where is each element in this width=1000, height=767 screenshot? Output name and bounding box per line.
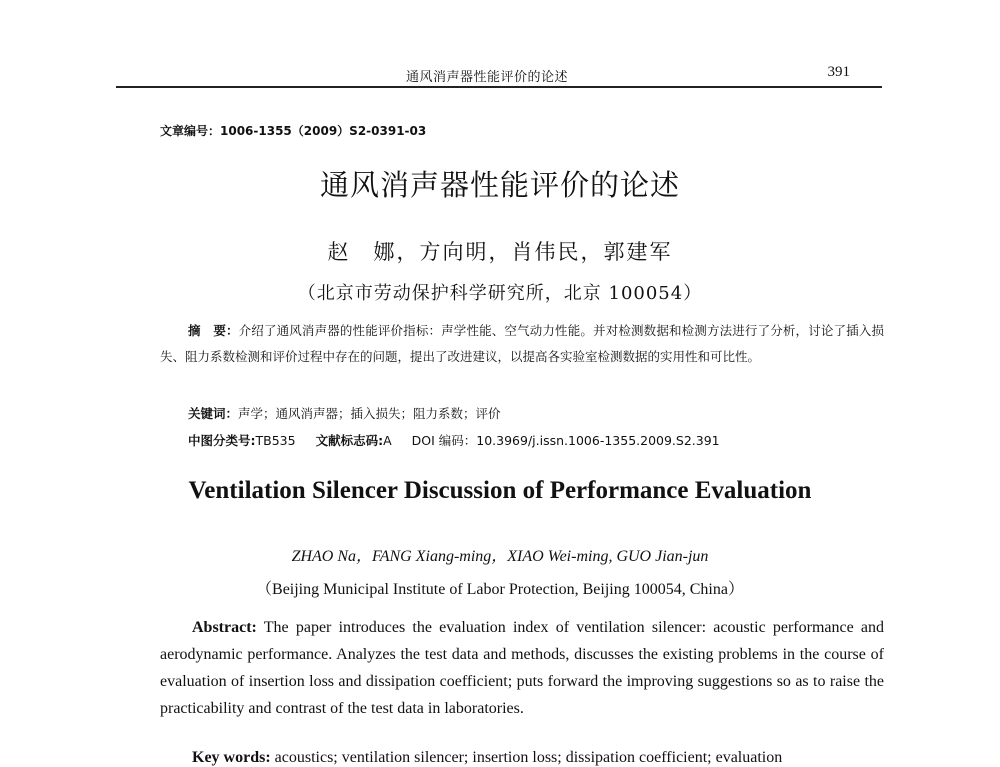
english-abstract-label: Abstract:: [192, 619, 257, 636]
chinese-title: 通风消声器性能评价的论述: [319, 168, 680, 202]
english-abstract: [160, 614, 884, 722]
chinese-affiliation: （北京市劳动保护科学研究所，北京 100054）: [297, 283, 703, 304]
english-abstract-text: The paper introduces the evaluation index of ventilation silencer: acoustic performance and aerodynamic performance. Analyzes the test data and methods, discusses the existing problems in the course of evaluation of insertion loss and dissipation coefficient; puts forward the improving suggestions so as to raise the practicability and contrast of the test data in laboratories.: [160, 619, 884, 717]
english-authors: ZHAO Na，FANG Xiang-ming，XIAO Wei-ming, GUO Jian-jun: [291, 548, 709, 565]
doi-label: DOI 编码：: [411, 433, 477, 448]
classification-line: [188, 431, 720, 449]
doi-value: 10.3969/j.issn.1006-1355.2009.S2.391: [476, 433, 720, 448]
chinese-abstract: [160, 318, 884, 370]
clc-value: TB535: [255, 433, 296, 448]
article-number: 文章编号：1006-1355（2009）S2-0391-03: [160, 124, 427, 138]
page-number: 391: [827, 64, 850, 80]
english-keywords-text: acoustics; ventilation silencer; insertion loss; dissipation coefficient; evaluation: [274, 749, 783, 766]
chinese-keywords: [188, 404, 501, 422]
english-keywords: [192, 749, 782, 767]
chinese-authors: 赵 娜，方向明，肖伟民，郭建军: [327, 240, 673, 264]
running-header: [116, 62, 882, 88]
running-title: 通风消声器性能评价的论述: [406, 70, 569, 85]
english-affiliation: （Beijing Municipal Institute of Labor Protection, Beijing 100054, China）: [256, 581, 744, 598]
clc-label: 中图分类号:: [188, 433, 256, 448]
doc-code-label: 文献标志码:: [315, 433, 384, 448]
chinese-keywords-text: 声学；通风消声器；插入损失；阻力系数；评价: [238, 406, 501, 421]
chinese-keywords-label: 关键词：: [188, 406, 239, 421]
chinese-abstract-text: 介绍了通风消声器的性能评价指标：声学性能、空气动力性能。并对检测数据和检测方法进行了分析，讨论了插入损失、阻力系数检测和评价过程中存在的问题，提出了改进建议，以提高各实验室检测数据的实用性和可比性。: [160, 323, 884, 364]
english-keywords-label: Key words:: [192, 749, 271, 766]
doc-code-value: A: [383, 433, 392, 448]
chinese-abstract-label: 摘 要：: [188, 323, 239, 338]
english-title: Ventilation Silencer Discussion of Performance Evaluation: [188, 477, 812, 504]
